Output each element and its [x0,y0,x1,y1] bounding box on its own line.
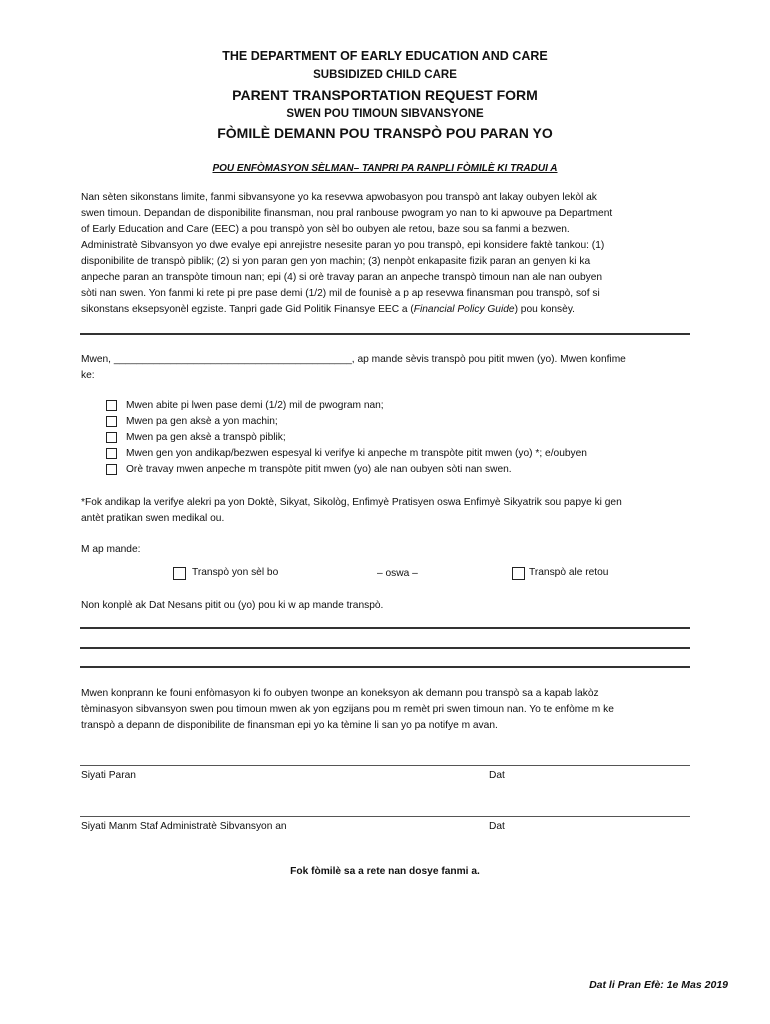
staff-signature-label: Siyati Manm Staf Administratè Sibvansyon an [81,821,287,832]
footnote-line: antèt pratikan swen medikal ou. [81,513,225,524]
acknowledgement-line: transpò a depann de disponibilite de finansman epi yo ka tèmine li san yo pa notifye m avan. [81,720,498,731]
footnote-line: *Fok andikap la verifye alekri pa yon Doktè, Sikyat, Sikològ, Enfimyè Pratisyen oswa Enfimyè Sikyatrik sou papye ki gen [81,497,622,508]
effective-date: Dat li Pran Efè: 1e Mas 2019 [589,979,728,991]
checkbox[interactable] [106,432,117,443]
intro-last-suffix: ) pou konsèy. [514,304,575,315]
department-title: THE DEPARTMENT OF EARLY EDUCATION AND CARE [222,49,548,63]
staff-signature-line[interactable] [80,816,690,817]
request-statement [81,352,701,384]
intro-line: Nan sèten sikonstans limite, fanmi sibvansyone yo ka resevwa apwobasyon pou transpò ant lakay oubyen lekòl ak [81,192,597,203]
footnote [81,495,701,527]
staff-date-label: Dat [489,821,505,832]
intro-line: of Early Education and Care (EEC) a pou transpò yon sèl bo oubyen ale retou, baze sou sa fanmi a bezwen. [81,224,570,235]
checkbox[interactable] [512,567,525,580]
checklist-label: Mwen pa gen aksè a yon machin; [126,416,278,427]
request-line: ke: [81,370,95,381]
checklist-item[interactable] [106,432,286,446]
intro-paragraph [81,190,701,318]
acknowledgement-line: tèminasyon sibvansyon swen pou timoun mwen ak yon egzijans pou m remèt pri swen timoun nan. Yo te enfòme m ke [81,704,614,715]
children-entry-line[interactable] [80,647,690,649]
checklist-item[interactable] [106,448,587,462]
financial-policy-guide: Financial Policy Guide [413,304,515,315]
acknowledgement-line: Mwen konprann ke founi enfòmasyon ki fo oubyen twonpe an koneksyon ak demann pou transpò sa a kapab lakòz [81,688,599,699]
parent-signature-label: Siyati Paran [81,770,136,781]
checkbox[interactable] [106,400,117,411]
section-divider [80,333,690,335]
form-title: PARENT TRANSPORTATION REQUEST FORM [232,87,538,103]
checklist-item[interactable] [106,400,384,414]
intro-line: swen timoun. Depandan de disponibilite finansman, nou pral ranbouse pwogram yo nan to ki apwouve pa Department [81,208,613,219]
round-trip-label: Transpò ale retou [529,567,609,578]
program-title: SUBSIDIZED CHILD CARE [313,69,457,81]
checkbox[interactable] [106,464,117,475]
acknowledgement [81,686,701,734]
intro-line: anpeche paran an transpòte timoun nan; epi (4) si orè travay paran an anpeche transpò timoun nan ale nan oubyen [81,272,603,283]
intro-last-prefix: sikonstans eksepsyonèl egziste. Tanpri gade Gid Politik Finansye EEC a ( [81,304,414,315]
checklist-item[interactable] [106,416,278,430]
intro-line: disponibilite de transpò piblik; (2) si yon paran gen yon machin; (3) nenpòt enkapasite fizik paran an genyen ki ka [81,256,591,267]
round-trip-option[interactable] [512,565,608,582]
one-way-option[interactable] [173,565,278,582]
children-entry-line[interactable] [80,666,690,668]
intro-line: Administratè Sibvansyon yo dwe evalye epi anrejistre nesesite paran yo pou transpò, epi konsidere faktè tankou: (1) [81,240,605,251]
checkbox[interactable] [173,567,186,580]
checklist-label: Mwen pa gen aksè a transpò piblik; [126,432,286,443]
translation-notice: POU ENFÒMASYON SÈLMAN– TANPRI PA RANPLI FÒMILÈ KI TRADUI A [212,163,558,174]
intro-line-last [81,302,701,318]
checkbox[interactable] [106,416,117,427]
request-line: Mwen, __________________________________________, ap mande sèvis transpò pou pitit mwen (yo). Mwen konfime [81,354,626,365]
parent-signature-line[interactable] [80,765,690,766]
intro-line: sòti nan swen. Yon fanmi ki rete pi pre pase demi (1/2) mil de founisè a p ap resevwa finansman pou transpò, sof si [81,288,600,299]
checklist-label: Mwen abite pi lwen pase demi (1/2) mil de pwogram nan; [126,400,384,411]
program-title-ht: SWEN POU TIMOUN SIBVANSYONE [286,108,484,120]
footer-note: Fok fòmilè sa a rete nan dosye fanmi a. [290,866,480,877]
checklist-label: Mwen gen yon andikap/bezwen espesyal ki verifye ki anpeche m transpòte pitit mwen (yo) *; e/oubyen [126,448,587,459]
parent-date-label: Dat [489,770,505,781]
checklist-label: Orè travay mwen anpeche m transpòte pitit mwen (yo) ale nan oubyen sòti nan swen. [126,464,512,475]
request-type-label: M ap mande: [81,544,141,555]
or-separator: – oswa – [377,568,418,579]
one-way-label: Transpò yon sèl bo [192,567,279,578]
checklist-item[interactable] [106,464,512,478]
children-entry-line[interactable] [80,627,690,629]
children-prompt: Non konplè ak Dat Nesans pitit ou (yo) pou ki w ap mande transpò. [81,600,384,611]
form-title-ht: FÒMILÈ DEMANN POU TRANSPÒ POU PARAN YO [217,125,553,141]
checkbox[interactable] [106,448,117,459]
